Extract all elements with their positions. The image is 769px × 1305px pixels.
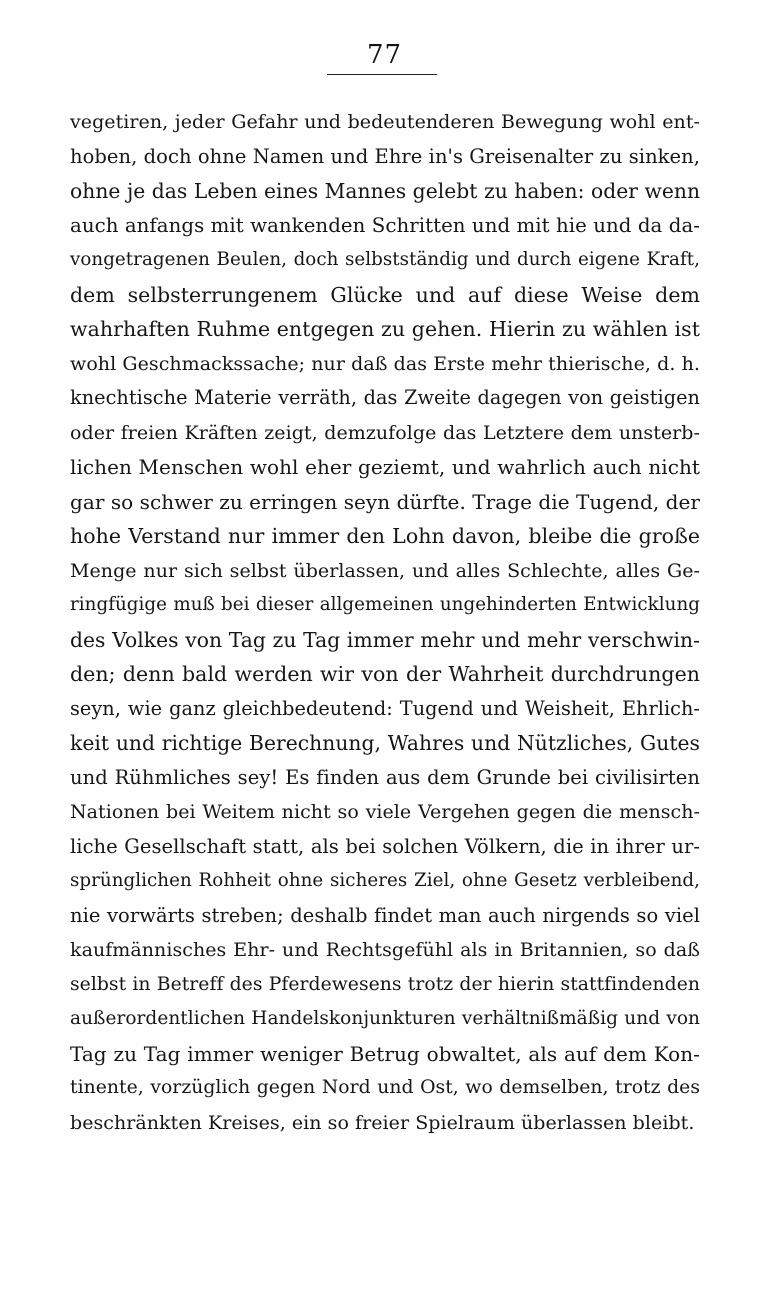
- text-line: selbst in Betreff des Pferdewesens trotz der hierin stattfindenden: [70, 973, 700, 995]
- text-line: dem selbsterrungenem Glücke und auf diese Weise dem: [70, 282, 700, 307]
- text-line: sprünglichen Rohheit ohne sicheres Ziel, ohne Gesetz verbleibend,: [70, 870, 700, 891]
- text-line: wahrhaften Ruhme entgegen zu gehen. Hierin zu wählen ist: [70, 317, 700, 341]
- text-line: ringfügige muß bei dieser allgemeinen ungehinderten Entwicklung: [70, 594, 700, 615]
- text-line: Menge nur sich selbst überlassen, und alles Schlechte, alles Ge-: [70, 559, 700, 582]
- text-line: gar so schwer zu erringen seyn dürfte. Trage die Tugend, der: [70, 489, 700, 514]
- text-line: beschränkten Kreises, ein so freier Spielraum überlassen bleibt.: [70, 1111, 695, 1134]
- text-line: hoben, doch ohne Namen und Ehre in's Greisenalter zu sinken,: [70, 144, 700, 168]
- text-line: vongetragenen Beulen, doch selbstständig und durch eigene Kraft,: [70, 249, 700, 270]
- header-rule: [327, 74, 437, 75]
- text-line: hohe Verstand nur immer den Lohn davon, bleibe die große: [70, 524, 700, 548]
- body-text: [70, 105, 700, 1140]
- text-line: Tag zu Tag immer weniger Betrug obwaltet, als auf dem Kon-: [70, 1041, 700, 1066]
- text-line: wohl Geschmackssache; nur daß das Erste mehr thierische, d. h.: [70, 352, 700, 375]
- text-line: auch anfangs mit wankenden Schritten und mit hie und da da-: [70, 213, 700, 237]
- text-line: oder freien Kräften zeigt, demzufolge das Letztere dem unsterb-: [70, 421, 700, 444]
- text-line: liche Gesellschaft statt, als bei solchen Völkern, die in ihrer ur-: [70, 834, 700, 858]
- page-number: 77: [366, 40, 403, 70]
- text-line: seyn, wie ganz gleichbedeutend: Tugend und Weisheit, Ehrlich-: [70, 696, 700, 720]
- text-line: des Volkes von Tag zu Tag immer mehr und mehr verschwin-: [70, 627, 700, 652]
- text-line: knechtische Materie verräth, das Zweite dagegen von geistigen: [70, 386, 700, 409]
- text-line: außerordentlichen Handelskonjunkturen verhältnißmäßig und von: [70, 1008, 700, 1029]
- text-line: nie vorwärts streben; deshalb findet man auch nirgends so viel: [70, 903, 700, 927]
- text-line: tinente, vorzüglich gegen Nord und Ost, wo demselben, trotz des: [70, 1077, 700, 1098]
- text-line: lichen Menschen wohl eher geziemt, und wahrlich auch nicht: [70, 455, 700, 479]
- text-line: keit und richtige Berechnung, Wahres und Nützliches, Gutes: [70, 731, 700, 755]
- text-line: ohne je das Leben eines Mannes gelebt zu haben: oder wenn: [70, 179, 701, 203]
- text-line: den; denn bald werden wir von der Wahrheit durchdrungen: [70, 662, 700, 686]
- text-line: kaufmännisches Ehr- und Rechtsgefühl als in Britannien, so daß: [70, 939, 700, 961]
- text-line: Nationen bei Weitem nicht so viele Vergehen gegen die mensch-: [70, 801, 700, 823]
- text-line: vegetiren, jeder Gefahr und bedeutenderen Bewegung wohl ent-: [70, 111, 700, 133]
- text-line: und Rühmliches sey! Es finden aus dem Grunde bei civilisirten: [70, 765, 700, 789]
